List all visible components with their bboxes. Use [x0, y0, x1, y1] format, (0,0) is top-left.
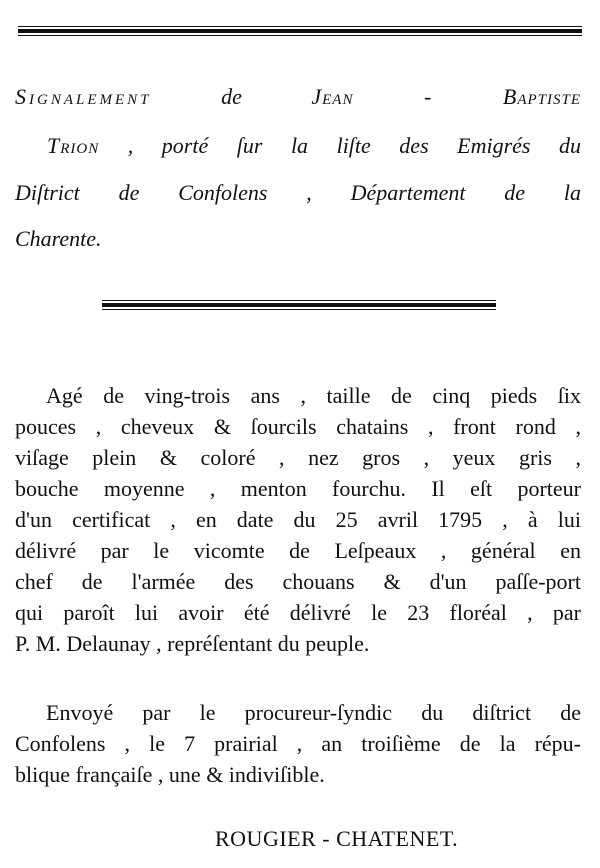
heading-surname: Trion — [47, 133, 100, 158]
signature: ROUGIER - CHATENET. — [215, 826, 459, 851]
description-line: chef de l'armée des chouans & d'un paſſe-port — [15, 569, 581, 594]
description-line: pouces , cheveux & ſourcils chatains , front rond , — [15, 414, 581, 439]
heading-preposition: de — [221, 84, 242, 109]
description-line: délivré par le vicomte de Leſpeaux , général en — [15, 538, 581, 563]
dispatch-line: Envoyé par le procureur-ſyndic du diſtrict de — [46, 700, 581, 725]
description-line: d'un certificat , en date du 25 avril 1795 , à lui — [15, 507, 581, 532]
description-line: bouche moyenne , menton fourchu. Il eſt porteur — [15, 476, 581, 501]
heading-line-2 — [47, 133, 581, 159]
section-divider-rule — [102, 300, 496, 312]
heading-person-name: Jean - Baptiste — [311, 84, 581, 109]
dispatch-line: blique françaiſe , une & indiviſible. — [15, 762, 325, 787]
description-line: viſage plein & coloré , nez gros , yeux gris , — [15, 445, 581, 470]
dispatch-line: Confolens , le 7 prairial , an troiſième de la répu- — [15, 731, 581, 756]
description-line: P. M. Delaunay , repréſentant du peuple. — [15, 631, 370, 656]
top-double-rule — [18, 26, 582, 38]
heading-line-4: Charente. — [15, 226, 102, 251]
heading-title-word: Signalement — [15, 84, 152, 109]
heading-line-2-text: , porté ſur la liſte des Emigrés du — [127, 133, 582, 158]
heading-line-3: Diſtrict de Confolens , Département de la — [15, 180, 581, 205]
heading-line-1 — [15, 84, 581, 110]
description-line: Agé de ving-trois ans , taille de cinq pieds ſix — [46, 383, 581, 408]
description-line: qui paroît lui avoir été délivré le 23 floréal , par — [15, 600, 581, 625]
